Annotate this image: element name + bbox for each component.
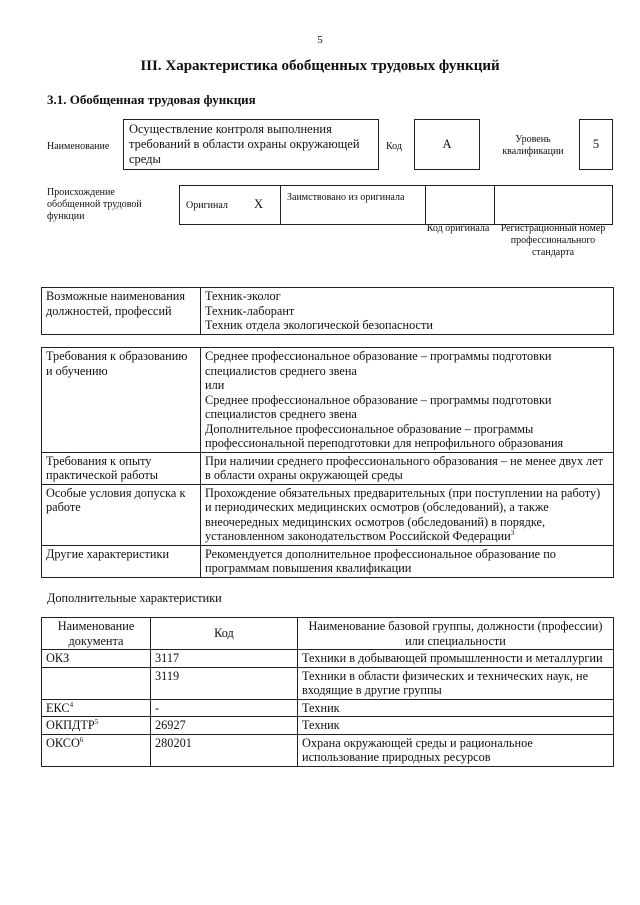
header-doc: Наименование документа bbox=[42, 618, 151, 650]
function-name-box bbox=[123, 119, 379, 170]
original-mark: Х bbox=[254, 197, 264, 211]
requirement-value bbox=[201, 484, 614, 545]
code-cell: 3117 bbox=[151, 650, 298, 668]
table-row bbox=[42, 650, 614, 668]
doc-cell bbox=[42, 717, 151, 735]
doc-cell bbox=[42, 734, 151, 766]
name-cell: Техники в добывающей промышленности и металлургии bbox=[298, 650, 614, 668]
footnote-marker: 4 bbox=[69, 700, 74, 709]
subsection-title: 3.1. Обобщенная трудовая функция bbox=[47, 92, 256, 107]
additional-title: Дополнительные характеристики bbox=[47, 591, 222, 605]
level-box bbox=[579, 119, 613, 170]
name-cell: Техник bbox=[298, 717, 614, 735]
borrowed-label: Заимствовано из оригинала bbox=[287, 192, 405, 203]
code-value: А bbox=[442, 137, 452, 151]
reg-number-caption: Регистрационный номер профессионального стандарта bbox=[500, 223, 606, 258]
level-value: 5 bbox=[592, 137, 600, 151]
doc-name: ОКПДТР bbox=[46, 718, 95, 732]
doc-cell bbox=[42, 650, 151, 668]
section-title: III. Характеристика обобщенных трудовых функций bbox=[140, 58, 500, 74]
table-row bbox=[42, 288, 614, 335]
doc-name: ОКСО bbox=[46, 735, 80, 750]
code-original-caption: Код оригинала bbox=[426, 223, 490, 234]
name-cell: Охрана окружающей среды и рациональное использование природных ресурсов bbox=[298, 734, 614, 766]
requirement-label: Требования к образованию и обучению bbox=[42, 348, 201, 453]
code-cell: 3119 bbox=[151, 667, 298, 699]
requirement-value bbox=[201, 348, 614, 453]
table-row bbox=[42, 452, 614, 484]
origin-label: Происхождение обобщенной трудовой функции bbox=[47, 187, 142, 222]
level-label: Уровень квалификации bbox=[502, 134, 564, 157]
code-cell: - bbox=[151, 699, 298, 717]
table-row bbox=[42, 667, 614, 699]
table-row bbox=[42, 699, 614, 717]
requirement-line: или bbox=[205, 378, 225, 392]
code-label: Код bbox=[386, 141, 402, 152]
requirement-label: Другие характеристики bbox=[42, 545, 201, 577]
origin-divider bbox=[425, 186, 426, 224]
table-row bbox=[42, 734, 614, 766]
footnote-marker: 3 bbox=[510, 528, 515, 537]
name-label: Наименование bbox=[47, 141, 110, 152]
name-cell: Техники в области физических и технических наук, не входящие в другие группы bbox=[298, 667, 614, 699]
position-item: Техник отдела экологической безопасности bbox=[205, 318, 433, 332]
requirement-line: Среднее профессиональное образование – программы подготовки специалистов среднего звена bbox=[205, 349, 552, 378]
table-header-row bbox=[42, 618, 614, 650]
requirement-line: Прохождение обязательных предварительных (при поступлении на работу) и периодических медицинских осмотров (обследований), а также внеочередных медицинских осмотров (обследований) в порядке, установленном законодательством Российской Федерации bbox=[205, 485, 601, 543]
table-row bbox=[42, 717, 614, 735]
code-box bbox=[414, 119, 480, 170]
origin-table bbox=[179, 185, 613, 225]
positions-label: Возможные наименования должностей, профессий bbox=[42, 288, 201, 335]
header-code: Код bbox=[151, 618, 298, 650]
origin-divider bbox=[494, 186, 495, 224]
positions-table bbox=[41, 287, 614, 335]
header-name: Наименование базовой группы, должности (профессии) или специальности bbox=[298, 618, 614, 650]
footnote-marker: 5 bbox=[94, 717, 99, 726]
position-item: Техник-лаборант bbox=[205, 303, 295, 318]
requirement-line: Дополнительное профессиональное образование – программы профессиональной переподготовки для непрофильного образования bbox=[205, 421, 564, 450]
additional-table bbox=[41, 617, 614, 767]
page-number: 5 bbox=[317, 34, 323, 46]
doc-cell bbox=[42, 699, 151, 717]
position-item: Техник-эколог bbox=[205, 289, 281, 303]
doc-name: ЕКС bbox=[46, 700, 70, 715]
requirement-line: При наличии среднего профессионального образования – не менее двух лет в области охраны окружающей среды bbox=[205, 453, 604, 482]
requirement-value bbox=[201, 452, 614, 484]
code-cell: 26927 bbox=[151, 717, 298, 735]
requirement-line: Среднее профессиональное образование – программы подготовки специалистов среднего звена bbox=[205, 392, 552, 421]
requirement-label: Требования к опыту практической работы bbox=[42, 452, 201, 484]
requirement-value bbox=[201, 545, 614, 577]
table-row bbox=[42, 348, 614, 453]
doc-cell bbox=[42, 667, 151, 699]
table-row bbox=[42, 484, 614, 545]
code-cell: 280201 bbox=[151, 734, 298, 766]
original-label: Оригинал bbox=[186, 200, 228, 211]
requirement-line: Рекомендуется дополнительное профессиональное образование по программам повышения квалификации bbox=[205, 546, 556, 575]
name-cell: Техник bbox=[298, 699, 614, 717]
doc-name: ОКЗ bbox=[46, 651, 70, 665]
origin-divider bbox=[280, 186, 281, 224]
function-name-value: Осуществление контроля выполнения требований в области охраны окружающей среды bbox=[129, 122, 360, 166]
requirement-label: Особые условия допуска к работе bbox=[42, 484, 201, 545]
requirements-table bbox=[41, 347, 614, 578]
table-row bbox=[42, 545, 614, 577]
footnote-marker: 6 bbox=[79, 735, 84, 744]
positions-cell bbox=[201, 288, 614, 335]
